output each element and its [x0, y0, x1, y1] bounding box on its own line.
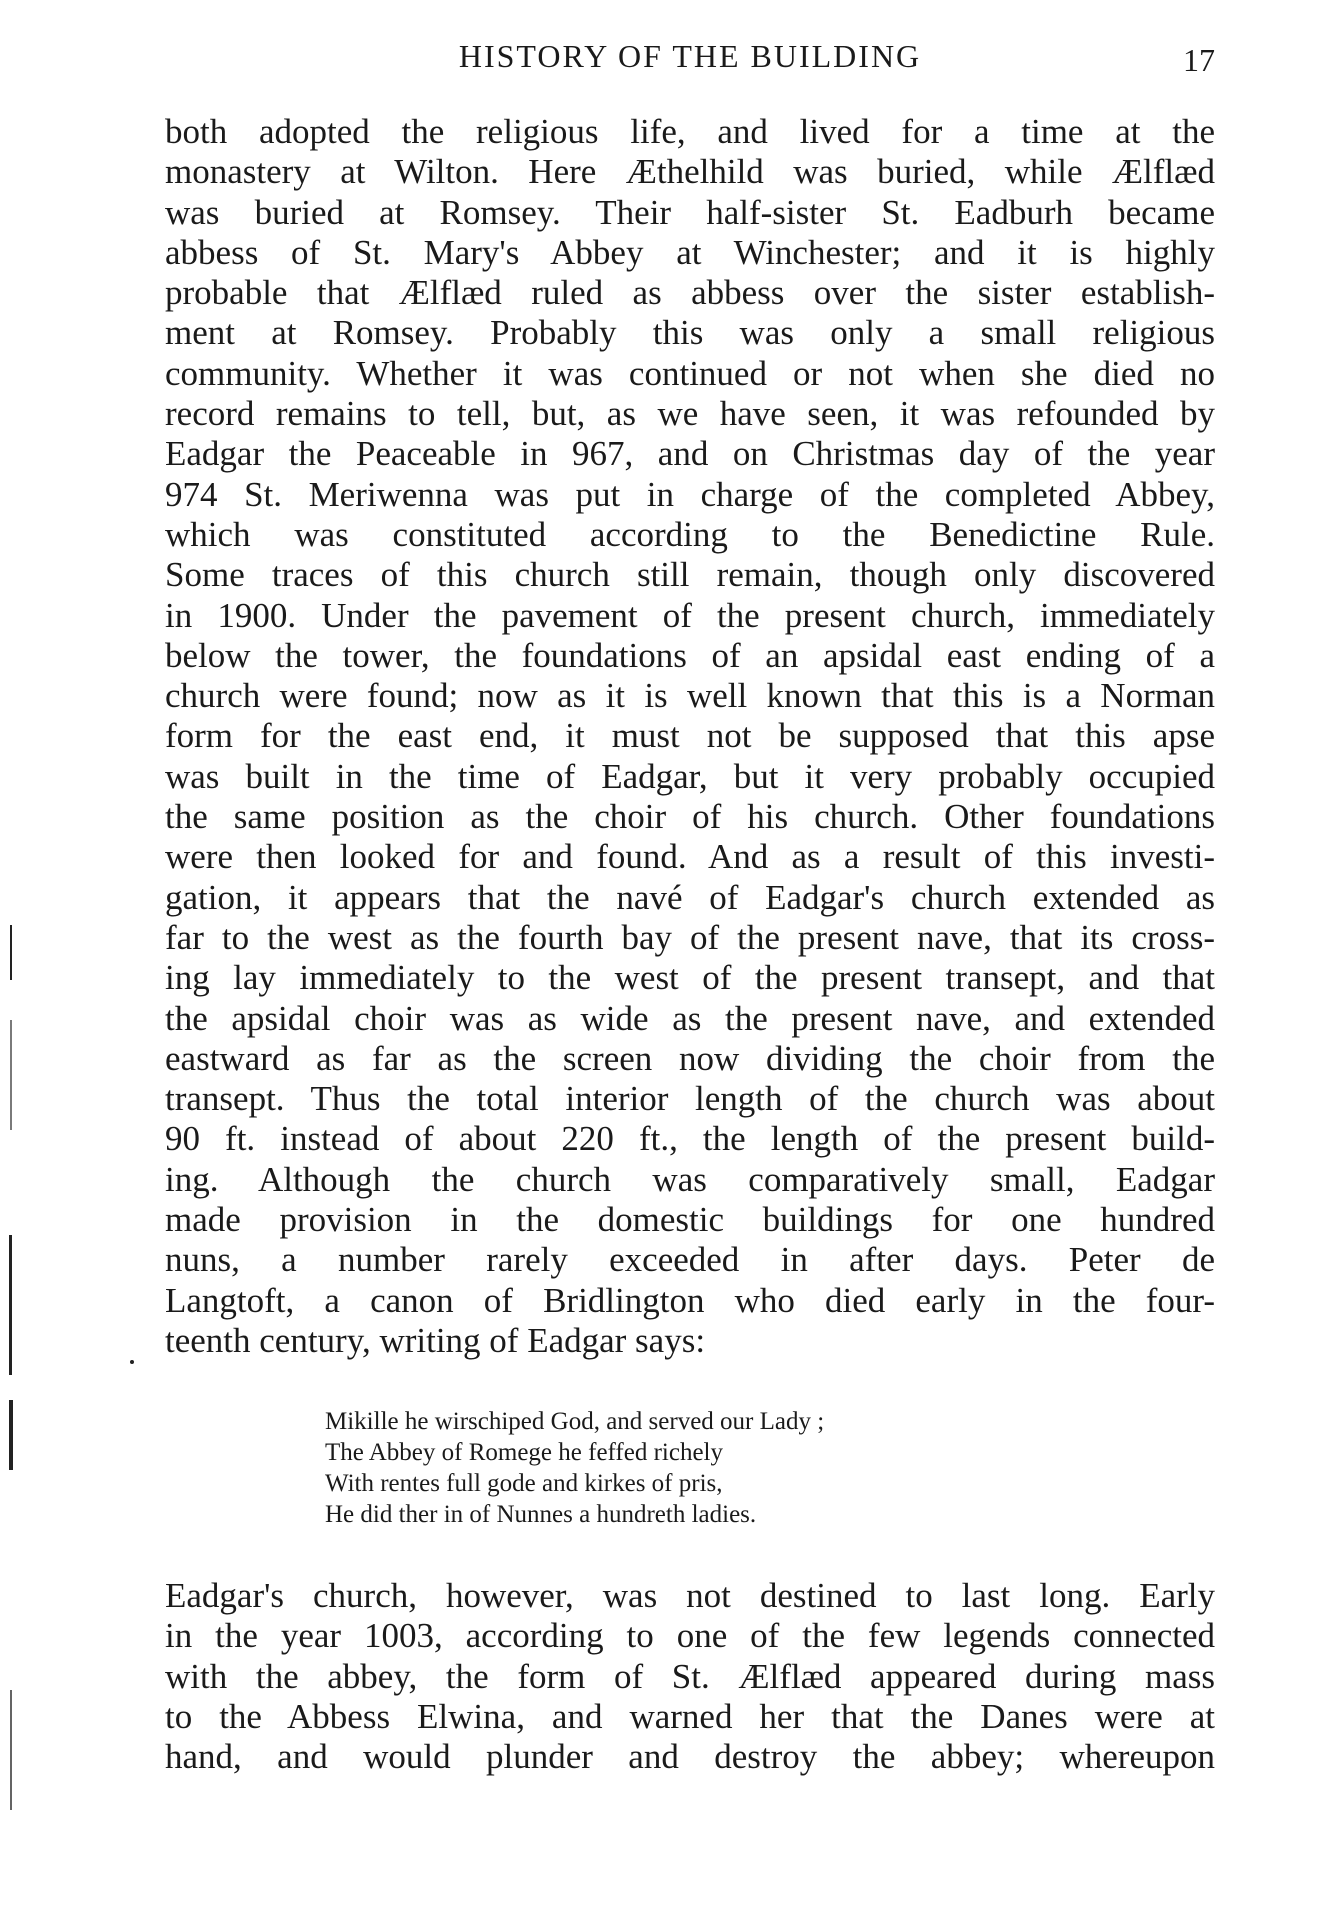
verse-quotation	[325, 1406, 1025, 1530]
verse-line: He did ther in of Nunnes a hundreth ladies.	[325, 1501, 757, 1528]
scan-margin-mark	[130, 1360, 134, 1364]
running-title: HISTORY OF THE BUILDING	[458, 38, 922, 74]
text-line: was built in the time of Eadgar, but it very probably occupied	[165, 756, 1215, 796]
text-line: record remains to tell, but, as we have seen, it was refounded by	[165, 394, 1215, 434]
text-line: made provision in the domestic buildings for one hundred	[165, 1200, 1215, 1240]
scan-margin-mark	[10, 1020, 12, 1130]
text-line: Some traces of this church still remain, though only discovered	[165, 555, 1215, 595]
page-number: 17	[1183, 42, 1215, 78]
text-line: ing lay immediately to the west of the present transept, and that	[165, 958, 1215, 998]
text-line: community. Whether it was continued or not when she died no	[165, 353, 1215, 393]
text-line: abbess of St. Mary's Abbey at Winchester; and it is highly	[165, 232, 1215, 272]
text-line: nuns, a number rarely exceeded in after days. Peter de	[165, 1240, 1215, 1280]
text-line: to the Abbess Elwina, and warned her that the Danes were at	[165, 1696, 1215, 1736]
text-line: hand, and would plunder and destroy the abbey; whereupon	[165, 1737, 1215, 1777]
text-line: teenth century, writing of Eadgar says:	[165, 1320, 706, 1360]
text-line: both adopted the religious life, and lived for a time at the	[165, 112, 1215, 151]
verse-line: With rentes full gode and kirkes of pris,	[325, 1470, 723, 1497]
text-line: church were found; now as it is well known that this is a Norman	[165, 676, 1215, 716]
text-line: the apsidal choir was as wide as the present nave, and extended	[165, 998, 1215, 1038]
text-line: ing. Although the church was comparatively small, Eadgar	[165, 1159, 1215, 1199]
text-line: gation, it appears that the navé of Eadgar's church extended as	[165, 877, 1215, 917]
text-line: monastery at Wilton. Here Æthelhild was buried, while Ælflæd	[165, 152, 1215, 192]
scan-margin-mark	[10, 925, 12, 980]
verse-line: Mikille he wirschiped God, and served our Lady ;	[325, 1408, 825, 1435]
text-line: was buried at Romsey. Their half-sister St. Eadburh became	[165, 192, 1215, 232]
paragraph-2	[165, 1576, 1215, 1777]
text-line: the same position as the choir of his church. Other foundations	[165, 797, 1215, 837]
text-line: 90 ft. instead of about 220 ft., the length of the present build-	[165, 1119, 1215, 1159]
text-line: with the abbey, the form of St. Ælflæd appeared during mass	[165, 1656, 1215, 1696]
text-line: ment at Romsey. Probably this was only a small religious	[165, 313, 1215, 353]
text-line: were then looked for and found. And as a result of this investi-	[165, 837, 1215, 877]
text-line: eastward as far as the screen now dividing the choir from the	[165, 1038, 1215, 1078]
paragraph-1	[165, 112, 1215, 1361]
scan-margin-mark	[9, 1235, 12, 1375]
text-line: 974 St. Meriwenna was put in charge of the completed Abbey,	[165, 474, 1215, 514]
text-line: below the tower, the foundations of an apsidal east ending of a	[165, 635, 1215, 675]
text-line: Eadgar's church, however, was not destined to last long. Early	[165, 1576, 1215, 1615]
text-line: far to the west as the fourth bay of the present nave, that its cross-	[165, 917, 1215, 957]
text-line: in the year 1003, according to one of the few legends connected	[165, 1616, 1215, 1656]
text-line: transept. Thus the total interior length of the church was about	[165, 1079, 1215, 1119]
verse-line: The Abbey of Romege he feffed richely	[325, 1439, 723, 1466]
text-line: probable that Ælflæd ruled as abbess over the sister establish-	[165, 273, 1215, 313]
scan-margin-mark	[9, 1400, 13, 1470]
running-head	[165, 38, 1215, 88]
scan-margin-mark	[10, 1690, 12, 1810]
text-line: which was constituted according to the Benedictine Rule.	[165, 514, 1215, 554]
text-line: Langtoft, a canon of Bridlington who died early in the four-	[165, 1280, 1215, 1320]
text-line: Eadgar the Peaceable in 967, and on Christmas day of the year	[165, 434, 1215, 474]
text-line: form for the east end, it must not be supposed that this apse	[165, 716, 1215, 756]
text-line: in 1900. Under the pavement of the present church, immediately	[165, 595, 1215, 635]
